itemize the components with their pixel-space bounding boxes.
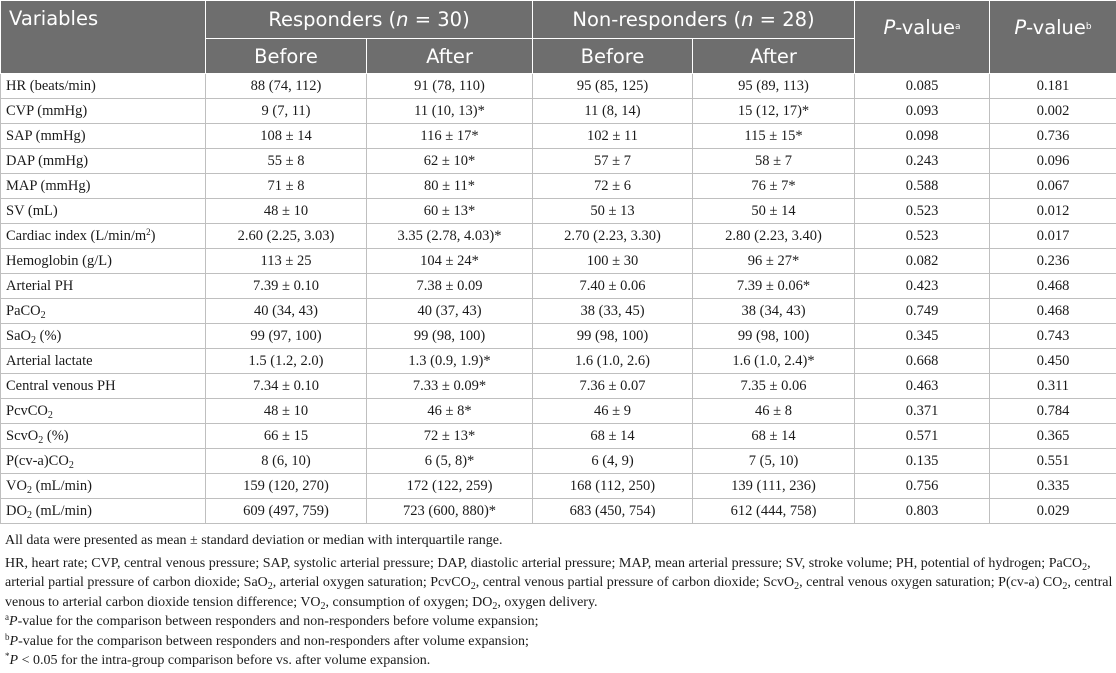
- non-responders-before-cell: 57 ± 7: [533, 149, 693, 174]
- note-abbreviations: HR, heart rate; CVP, central venous pressure; SAP, systolic arterial pressure; DAP, diastolic arterial pressure; MAP, mean arterial pressure; SV, stroke volume; PH, potential of hydrogen; PaCO$_2$, arterial partial pressure of carbon dioxide; SaO$_2$, arterial oxygen saturation; PcvCO$_2$, central venous partial pressure of carbon dioxide; ScvO$_2$, central venous oxygen saturation; P(cv-a) $CO_2$, central venous to arterial carbon dioxide tension difference; $VO_2$, consumption of oxygen; $DO_2$, oxygen delivery.: [5, 555, 1113, 612]
- non-responders-before-cell: 100 ± 30: [533, 249, 693, 274]
- non-responders-before-cell: 168 (112, 250): [533, 474, 693, 499]
- p-value-b-cell: 0.067: [990, 174, 1116, 199]
- responders-after-cell: 6 (5, 8)*: [367, 449, 533, 474]
- p-value-a-cell: 0.371: [855, 399, 990, 424]
- p-value-b-cell: 0.365: [990, 424, 1116, 449]
- non-responders-after-cell: 99 (98, 100): [693, 324, 855, 349]
- table-row: [1, 174, 1116, 199]
- p-value-b-cell: 0.181: [990, 74, 1116, 99]
- header-responders-after: After: [367, 39, 533, 74]
- header-p-value-a: P-value$^a$: [855, 1, 990, 74]
- p-value-a-cell: 0.571: [855, 424, 990, 449]
- non-responders-after-cell: 76 ± 7*: [693, 174, 855, 199]
- p-value-b-cell: 0.311: [990, 374, 1116, 399]
- responders-after-cell: 1.3 (0.9, 1.9)*: [367, 349, 533, 374]
- responders-before-cell: 2.60 (2.25, 3.03): [206, 224, 367, 249]
- header-variables: Variables: [1, 1, 206, 74]
- responders-before-cell: 7.39 ± 0.10: [206, 274, 367, 299]
- p-value-b-cell: 0.096: [990, 149, 1116, 174]
- p-value-a-cell: 0.345: [855, 324, 990, 349]
- table-row: [1, 249, 1116, 274]
- responders-before-cell: 113 ± 25: [206, 249, 367, 274]
- non-responders-before-cell: 1.6 (1.0, 2.6): [533, 349, 693, 374]
- non-responders-before-cell: 99 (98, 100): [533, 324, 693, 349]
- non-responders-before-cell: 50 ± 13: [533, 199, 693, 224]
- table-row: [1, 449, 1116, 474]
- responders-after-cell: 104 ± 24*: [367, 249, 533, 274]
- variable-cell: $DO_2$ (mL/min): [1, 499, 206, 524]
- responders-before-cell: 66 ± 15: [206, 424, 367, 449]
- table-body: [1, 74, 1116, 524]
- non-responders-before-cell: 72 ± 6: [533, 174, 693, 199]
- responders-before-cell: 99 (97, 100): [206, 324, 367, 349]
- p-value-a-cell: 0.668: [855, 349, 990, 374]
- table-row: [1, 74, 1116, 99]
- p-value-b-cell: 0.017: [990, 224, 1116, 249]
- responders-after-cell: 7.38 ± 0.09: [367, 274, 533, 299]
- table-row: [1, 124, 1116, 149]
- p-value-b-cell: 0.551: [990, 449, 1116, 474]
- non-responders-after-cell: 50 ± 14: [693, 199, 855, 224]
- p-value-b-cell: 0.450: [990, 349, 1116, 374]
- responders-before-cell: 48 ± 10: [206, 399, 367, 424]
- responders-before-cell: 1.5 (1.2, 2.0): [206, 349, 367, 374]
- p-value-a-cell: 0.423: [855, 274, 990, 299]
- non-responders-before-cell: 6 (4, 9): [533, 449, 693, 474]
- variable-cell: SV (mL): [1, 199, 206, 224]
- table-row: [1, 224, 1116, 249]
- non-responders-after-cell: 7 (5, 10): [693, 449, 855, 474]
- note-data-presentation: All data were presented as mean ± standard deviation or median with interquartile range.: [5, 533, 503, 548]
- p-value-b-cell: 0.236: [990, 249, 1116, 274]
- table-row: [1, 399, 1116, 424]
- responders-after-cell: 11 (10, 13)*: [367, 99, 533, 124]
- p-value-b-cell: 0.002: [990, 99, 1116, 124]
- variable-cell: SAP (mmHg): [1, 124, 206, 149]
- variable-cell: DAP (mmHg): [1, 149, 206, 174]
- non-responders-after-cell: 95 (89, 113): [693, 74, 855, 99]
- p-value-b-cell: 0.468: [990, 274, 1116, 299]
- responders-before-cell: 159 (120, 270): [206, 474, 367, 499]
- header-non-responders-before: Before: [533, 39, 693, 74]
- p-value-b-cell: 0.784: [990, 399, 1116, 424]
- p-value-a-cell: 0.135: [855, 449, 990, 474]
- table-row: [1, 374, 1116, 399]
- table-row: [1, 424, 1116, 449]
- responders-after-cell: 723 (600, 880)*: [367, 499, 533, 524]
- p-value-a-cell: 0.098: [855, 124, 990, 149]
- responders-after-cell: 172 (122, 259): [367, 474, 533, 499]
- p-value-a-cell: 0.082: [855, 249, 990, 274]
- non-responders-after-cell: 612 (444, 758): [693, 499, 855, 524]
- responders-after-cell: 60 ± 13*: [367, 199, 533, 224]
- variable-cell: $VO_2$ (mL/min): [1, 474, 206, 499]
- responders-before-cell: 48 ± 10: [206, 199, 367, 224]
- variable-cell: Arterial PH: [1, 274, 206, 299]
- header-responders-before: Before: [206, 39, 367, 74]
- table-row: [1, 149, 1116, 174]
- non-responders-after-cell: 68 ± 14: [693, 424, 855, 449]
- p-value-a-cell: 0.803: [855, 499, 990, 524]
- non-responders-after-cell: 7.35 ± 0.06: [693, 374, 855, 399]
- variable-cell: Central venous PH: [1, 374, 206, 399]
- variable-cell: Arterial lactate: [1, 349, 206, 374]
- responders-before-cell: 7.34 ± 0.10: [206, 374, 367, 399]
- header-non-responders-after: After: [693, 39, 855, 74]
- non-responders-before-cell: 7.40 ± 0.06: [533, 274, 693, 299]
- non-responders-before-cell: 95 (85, 125): [533, 74, 693, 99]
- responders-after-cell: 7.33 ± 0.09*: [367, 374, 533, 399]
- variable-cell: HR (beats/min): [1, 74, 206, 99]
- table-row: [1, 199, 1116, 224]
- p-value-b-cell: 0.468: [990, 299, 1116, 324]
- variable-cell: Cardiac index $(L/\min/m^2)$: [1, 224, 206, 249]
- p-value-a-cell: 0.756: [855, 474, 990, 499]
- non-responders-after-cell: 46 ± 8: [693, 399, 855, 424]
- p-value-a-cell: 0.523: [855, 199, 990, 224]
- variable-cell: $P(cv-a)CO_2$: [1, 449, 206, 474]
- p-value-a-cell: 0.463: [855, 374, 990, 399]
- header-non-responders: Non-responders (n = 28): [533, 1, 855, 39]
- responders-after-cell: 46 ± 8*: [367, 399, 533, 424]
- table-row: [1, 324, 1116, 349]
- non-responders-after-cell: 2.80 (2.23, 3.40): [693, 224, 855, 249]
- responders-after-cell: 72 ± 13*: [367, 424, 533, 449]
- responders-after-cell: 40 (37, 43): [367, 299, 533, 324]
- footnote-star: *P < 0.05 for the intra-group comparison before vs. after volume expansion.: [5, 651, 431, 668]
- table-row: [1, 474, 1116, 499]
- non-responders-after-cell: 58 ± 7: [693, 149, 855, 174]
- non-responders-before-cell: 102 ± 11: [533, 124, 693, 149]
- variable-cell: CVP (mmHg): [1, 99, 206, 124]
- p-value-b-cell: 0.736: [990, 124, 1116, 149]
- non-responders-after-cell: 15 (12, 17)*: [693, 99, 855, 124]
- non-responders-before-cell: 46 ± 9: [533, 399, 693, 424]
- variable-cell: ScvO$_2$ (%): [1, 424, 206, 449]
- non-responders-after-cell: 139 (111, 236): [693, 474, 855, 499]
- responders-after-cell: 62 ± 10*: [367, 149, 533, 174]
- table-notes: [5, 531, 1113, 671]
- non-responders-before-cell: 11 (8, 14): [533, 99, 693, 124]
- non-responders-after-cell: 96 ± 27*: [693, 249, 855, 274]
- p-value-a-cell: 0.523: [855, 224, 990, 249]
- responders-after-cell: 3.35 (2.78, 4.03)*: [367, 224, 533, 249]
- p-value-a-cell: 0.085: [855, 74, 990, 99]
- table-row: [1, 299, 1116, 324]
- p-value-b-cell: 0.012: [990, 199, 1116, 224]
- table-row: [1, 274, 1116, 299]
- variable-cell: SaO$_2$ (%): [1, 324, 206, 349]
- table-row: [1, 99, 1116, 124]
- responders-before-cell: 609 (497, 759): [206, 499, 367, 524]
- variable-cell: PaCO$_2$: [1, 299, 206, 324]
- p-value-a-cell: 0.093: [855, 99, 990, 124]
- header-responders: Responders (n = 30): [206, 1, 533, 39]
- responders-before-cell: 71 ± 8: [206, 174, 367, 199]
- p-value-b-cell: 0.335: [990, 474, 1116, 499]
- non-responders-after-cell: 115 ± 15*: [693, 124, 855, 149]
- non-responders-after-cell: 7.39 ± 0.06*: [693, 274, 855, 299]
- responders-before-cell: 108 ± 14: [206, 124, 367, 149]
- responders-after-cell: 91 (78, 110): [367, 74, 533, 99]
- responders-before-cell: 40 (34, 43): [206, 299, 367, 324]
- variable-cell: PcvCO$_2$: [1, 399, 206, 424]
- non-responders-before-cell: 38 (33, 45): [533, 299, 693, 324]
- p-value-b-cell: 0.743: [990, 324, 1116, 349]
- non-responders-before-cell: 68 ± 14: [533, 424, 693, 449]
- non-responders-before-cell: 683 (450, 754): [533, 499, 693, 524]
- p-value-a-cell: 0.588: [855, 174, 990, 199]
- responders-before-cell: 88 (74, 112): [206, 74, 367, 99]
- variable-cell: MAP (mmHg): [1, 174, 206, 199]
- responders-before-cell: 9 (7, 11): [206, 99, 367, 124]
- variable-cell: Hemoglobin (g/L): [1, 249, 206, 274]
- responders-after-cell: 99 (98, 100): [367, 324, 533, 349]
- p-value-b-cell: 0.029: [990, 499, 1116, 524]
- responders-after-cell: 80 ± 11*: [367, 174, 533, 199]
- non-responders-before-cell: 7.36 ± 0.07: [533, 374, 693, 399]
- responders-after-cell: 116 ± 17*: [367, 124, 533, 149]
- non-responders-before-cell: 2.70 (2.23, 3.30): [533, 224, 693, 249]
- non-responders-after-cell: 38 (34, 43): [693, 299, 855, 324]
- header-p-value-b: P-value$^b$: [990, 1, 1116, 74]
- non-responders-after-cell: 1.6 (1.0, 2.4)*: [693, 349, 855, 374]
- responders-before-cell: 55 ± 8: [206, 149, 367, 174]
- table-row: [1, 499, 1116, 524]
- table-row: [1, 349, 1116, 374]
- p-value-a-cell: 0.749: [855, 299, 990, 324]
- responders-before-cell: 8 (6, 10): [206, 449, 367, 474]
- footnote-b: $^b$P-value for the comparison between responders and non-responders after volume expansion;: [5, 631, 529, 649]
- header-row-groups: [1, 1, 1116, 39]
- footnote-a: $^a$P-value for the comparison between responders and non-responders before volume expansion;: [5, 612, 539, 629]
- p-value-a-cell: 0.243: [855, 149, 990, 174]
